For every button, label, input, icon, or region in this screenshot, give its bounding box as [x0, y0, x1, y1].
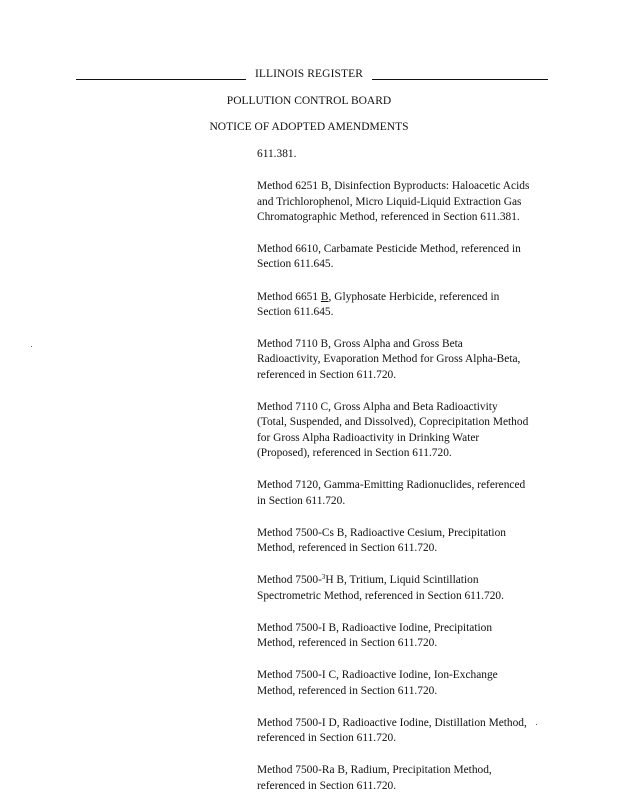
entry-line: 611.381. — [257, 148, 297, 160]
entry-line: Method 7500-I D, Radioactive Iodine, Distillation Method, — [257, 716, 527, 729]
list-item — [257, 526, 557, 557]
entry-line: in Section 611.720. — [257, 494, 346, 507]
entry-line: Method 7110 B, Gross Alpha and Gross Beta — [257, 338, 463, 350]
entry-line: Section 611.645. — [257, 258, 334, 271]
entry-line: Method 7500-Ra B, Radium, Precipitation Method, — [257, 764, 492, 777]
entry-text: H B, Tritium, Liquid Scintillation — [325, 574, 479, 587]
list-item — [257, 668, 557, 699]
entry-line: Method 7120, Gamma-Emitting Radionuclides, referenced — [257, 479, 526, 492]
list-item — [257, 573, 557, 604]
entry-line: for Gross Alpha Radioactivity in Drinking Water — [257, 431, 480, 444]
entry-text: Method 6651 — [257, 290, 321, 303]
list-item — [257, 621, 557, 652]
scan-speck — [536, 724, 537, 725]
scan-speck — [31, 346, 32, 347]
entry-line: Method, referenced in Section 611.720. — [257, 542, 438, 555]
entry-line: (Proposed), referenced in Section 611.720. — [257, 447, 452, 460]
entry-line: referenced in Section 611.720. — [257, 368, 397, 381]
entry-line: Chromatographic Method, referenced in Section 611.381. — [257, 210, 520, 223]
board-name: POLLUTION CONTROL BOARD — [226, 95, 392, 107]
entry-text: Method 7500- — [257, 574, 322, 587]
header-rule-left — [76, 79, 246, 80]
entry-line: Method, referenced in Section 611.720. — [257, 684, 438, 697]
entry-line: Method 7110 C, Gross Alpha and Beta Radioactivity — [257, 400, 498, 413]
entry-line — [257, 573, 557, 588]
entry-line: referenced in Section 611.720. — [257, 779, 397, 792]
method-list — [257, 147, 557, 811]
entry-line: Section 611.645. — [257, 305, 334, 318]
underlined-insertion: B — [320, 290, 329, 303]
notice-title: NOTICE OF ADOPTED AMENDMENTS — [209, 121, 409, 133]
entry-line: Method, referenced in Section 611.720. — [257, 637, 438, 650]
list-item — [257, 290, 557, 321]
header-rule-right — [372, 79, 548, 80]
entry-text: , Glyphosate Herbicide, referenced in — [328, 290, 500, 303]
entry-line: referenced in Section 611.720. — [257, 732, 397, 745]
list-item — [257, 242, 557, 273]
entry-line: Method 7500-I B, Radioactive Iodine, Precipitation — [257, 621, 493, 634]
list-item — [257, 716, 557, 747]
entry-line: Method 6251 B, Disinfection Byproducts: Haloacetic Acids — [257, 180, 530, 193]
list-item — [257, 147, 557, 162]
list-item — [257, 179, 557, 225]
entry-line: Method 6610, Carbamate Pesticide Method, referenced in — [257, 243, 521, 255]
list-item — [257, 763, 557, 794]
superscript-mass-number: 3 — [321, 573, 326, 582]
list-item — [257, 478, 557, 509]
entry-line: (Total, Suspended, and Dissolved), Coprecipitation Method — [257, 416, 529, 429]
entry-line: Radioactivity, Evaporation Method for Gross Alpha-Beta, — [257, 353, 521, 366]
list-item — [257, 337, 557, 383]
entry-line: Spectrometric Method, referenced in Section 611.720. — [257, 589, 504, 602]
entry-line: Method 7500-I C, Radioactive Iodine, Ion-Exchange — [257, 669, 498, 682]
list-item — [257, 400, 557, 462]
entry-line: Method 7500-Cs B, Radioactive Cesium, Precipitation — [257, 526, 506, 539]
entry-line: and Trichlorophenol, Micro Liquid-Liquid Extraction Gas — [257, 195, 522, 208]
register-title: ILLINOIS REGISTER — [254, 68, 364, 80]
entry-line — [257, 290, 557, 305]
